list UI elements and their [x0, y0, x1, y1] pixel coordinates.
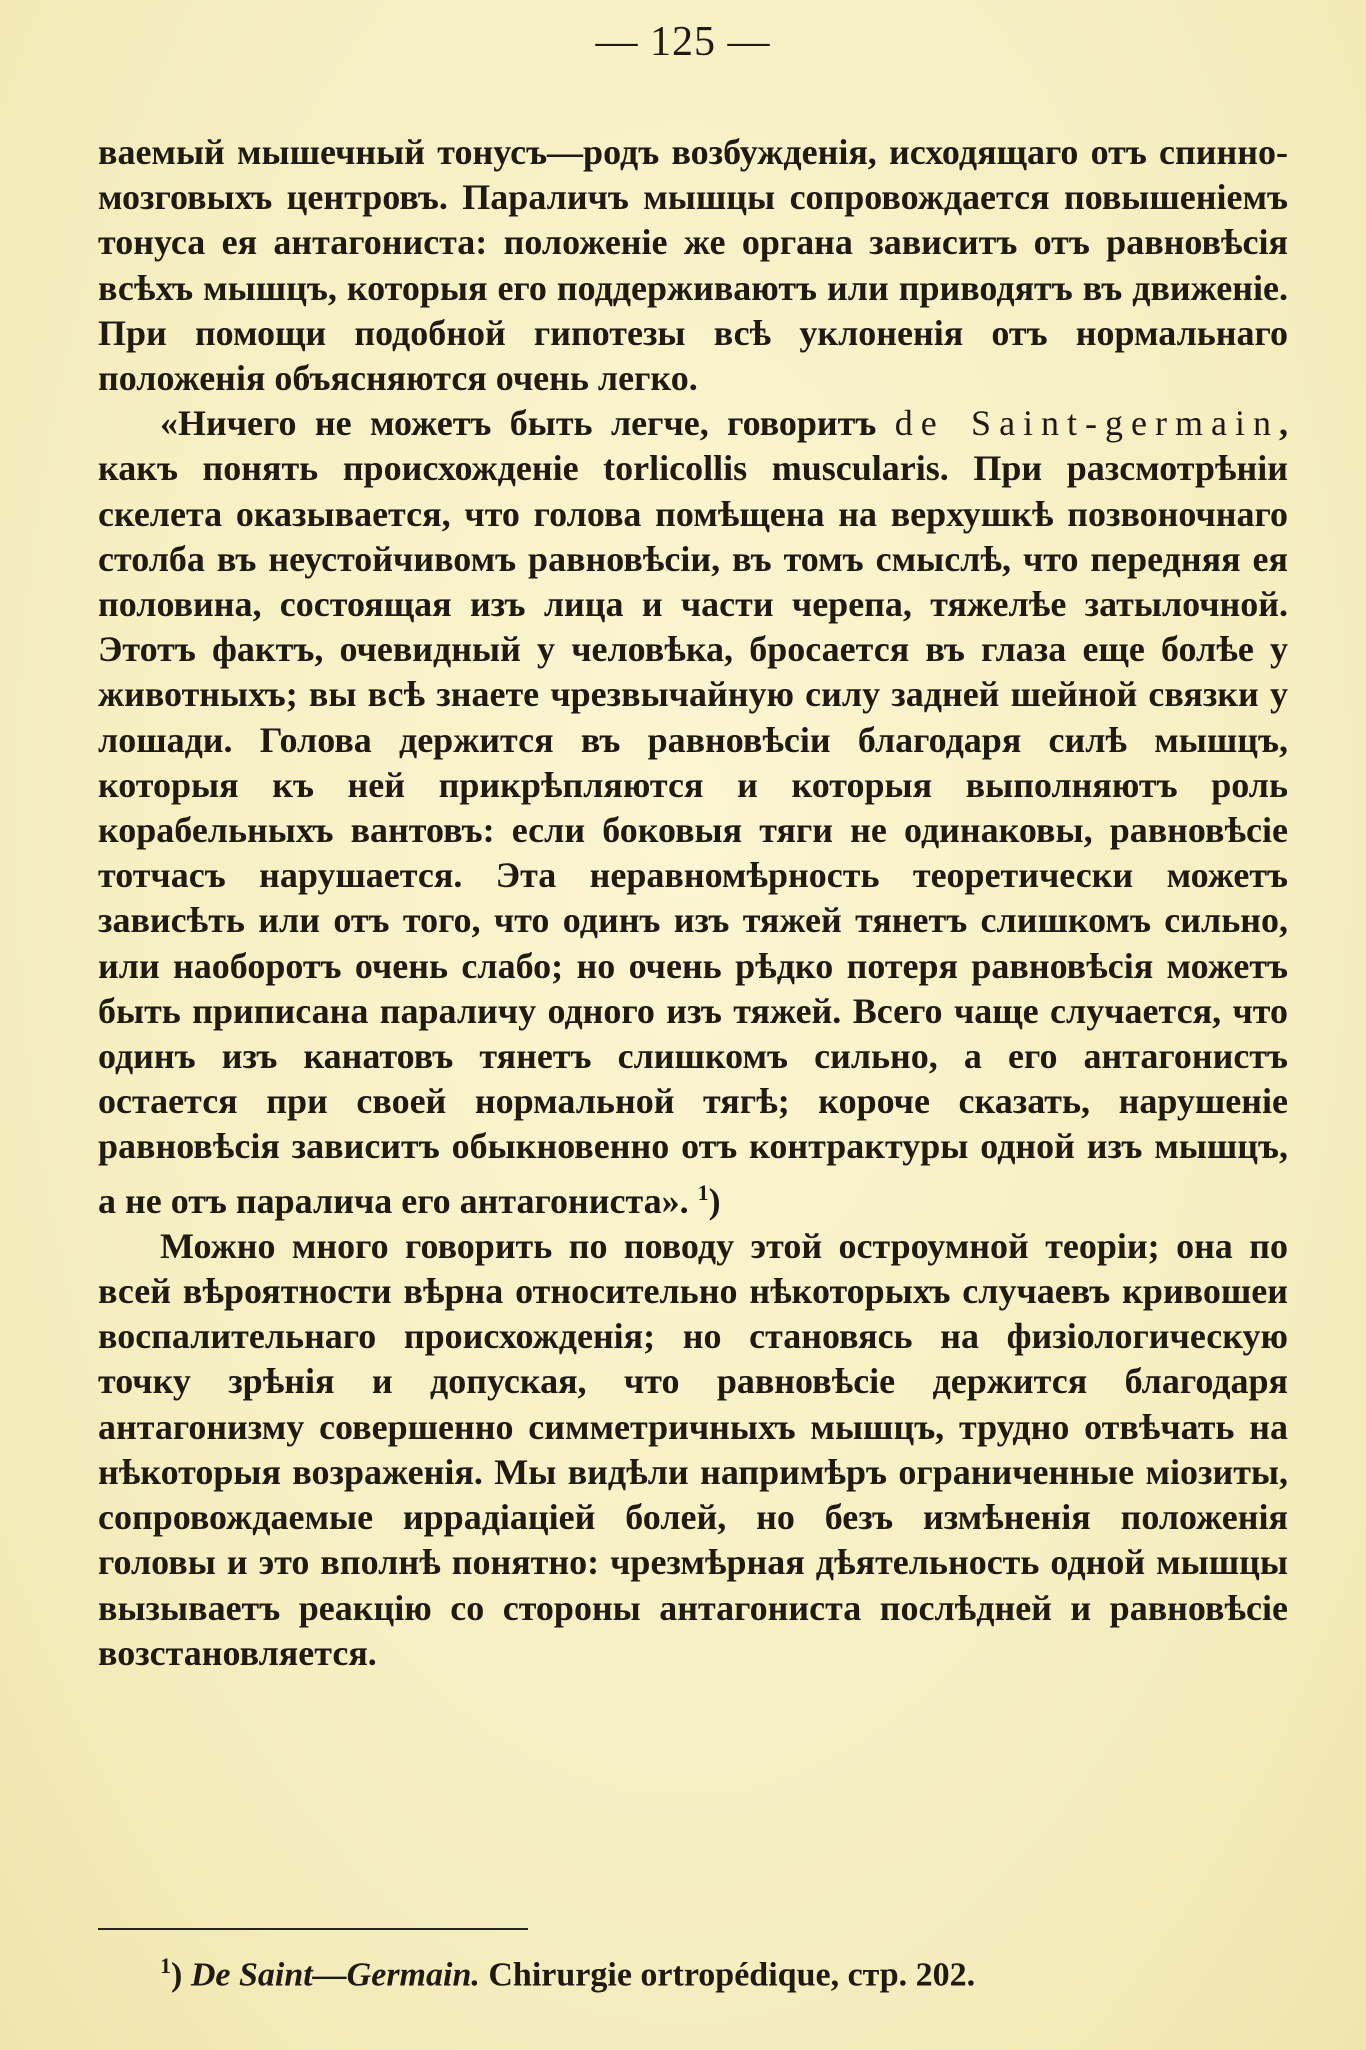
footnote-mark: 1 [160, 1953, 171, 1978]
footnote-divider [98, 1928, 528, 1930]
author-name-spaced: de Saint-germain [894, 403, 1279, 444]
page-number: — 125 — [595, 19, 771, 65]
paragraph-2 [98, 401, 1288, 1224]
main-text [98, 130, 1288, 1676]
paragraph-3: Можно много говорить по поводу этой остроумной теоріи; она по всей вѣроятности вѣрна относительно нѣкоторыхъ случаевъ кривошеи воспалительнаго происхожденія; но становясь на физіологическую точку зрѣнія и допуская, что равновѣсіе держится благодаря антагонизму совершенно симметричныхъ мышцъ, трудно отвѣчать на нѣкоторыя возраженія. Мы видѣли напримѣръ ограниченные міозиты, сопровождаемые иррадіаціей болей, но безъ измѣненія положенія головы и это вполнѣ понятно: чрезмѣрная дѣятельность одной мышцы вызываетъ реакцію со стороны антагониста послѣдней и равновѣсіе возстановляется. [98, 1225, 1288, 1673]
paragraph-2-rest: , какъ понять происхожденіе torlicollis muscularis. При разсмотрѣніи скелета оказывается, что голова помѣщена на верхушкѣ позвоночнаго столба въ неустойчивомъ равновѣсіи, въ томъ смыслѣ, что передняя ея половина, состоящая изъ лица и части черепа, тяжелѣе затылочной. Этотъ фактъ, очевидный у человѣка, бросается въ глаза еще болѣе у животныхъ; вы всѣ знаете чрезвычайную силу задней шейной связки у лошади. Голова держится въ равновѣсіи благодаря силѣ мышцъ, которыя къ ней прикрѣпляются и которыя выполняютъ роль корабельныхъ вантовъ: если боковыя тяги не одинаковы, равновѣсіе тотчасъ нарушается. Эта неравномѣрность теоретически можетъ зависѣть или отъ того, что одинъ изъ тяжей тянетъ слишкомъ сильно, или наоборотъ очень слабо; но очень рѣдко потеря равновѣсія можетъ быть приписана параличу одного изъ тяжей. Всего чаще случается, что одинъ изъ канатовъ тянетъ слишкомъ сильно, а его антагонистъ остается при своей нормальной тягѣ; короче сказать, нарушеніе равновѣсія зависитъ обыкновенно отъ контрактуры одной изъ мышцъ, а не отъ паралича его антагониста». [98, 403, 1288, 1221]
footnote-text: Chirurgie ortropédique, стр. 202. [479, 1956, 976, 1994]
paragraph-2-start: «Ничего не можетъ быть легче, говоритъ [160, 403, 895, 444]
footnote [160, 1953, 975, 1994]
footnote-reference-paren: ) [708, 1180, 721, 1221]
footnote-mark-paren: ) [171, 1956, 183, 1994]
footnote-author: De Saint—Germain. [190, 1956, 480, 1994]
footnote-reference: 1 [697, 1179, 709, 1205]
paragraph-1: ваемый мышечный тонусъ—родъ возбужденія, исходящаго отъ спинно-мозговыхъ центровъ. Параличъ мышцы сопровождается повышеніемъ тонуса ея антагониста: положеніе же органа зависитъ отъ равновѣсія всѣхъ мышцъ, которыя его поддерживаютъ или приводятъ въ движеніе. При помощи подобной гипотезы всѣ уклоненія отъ нормальнаго положенія объясняются очень легко. [98, 132, 1288, 399]
